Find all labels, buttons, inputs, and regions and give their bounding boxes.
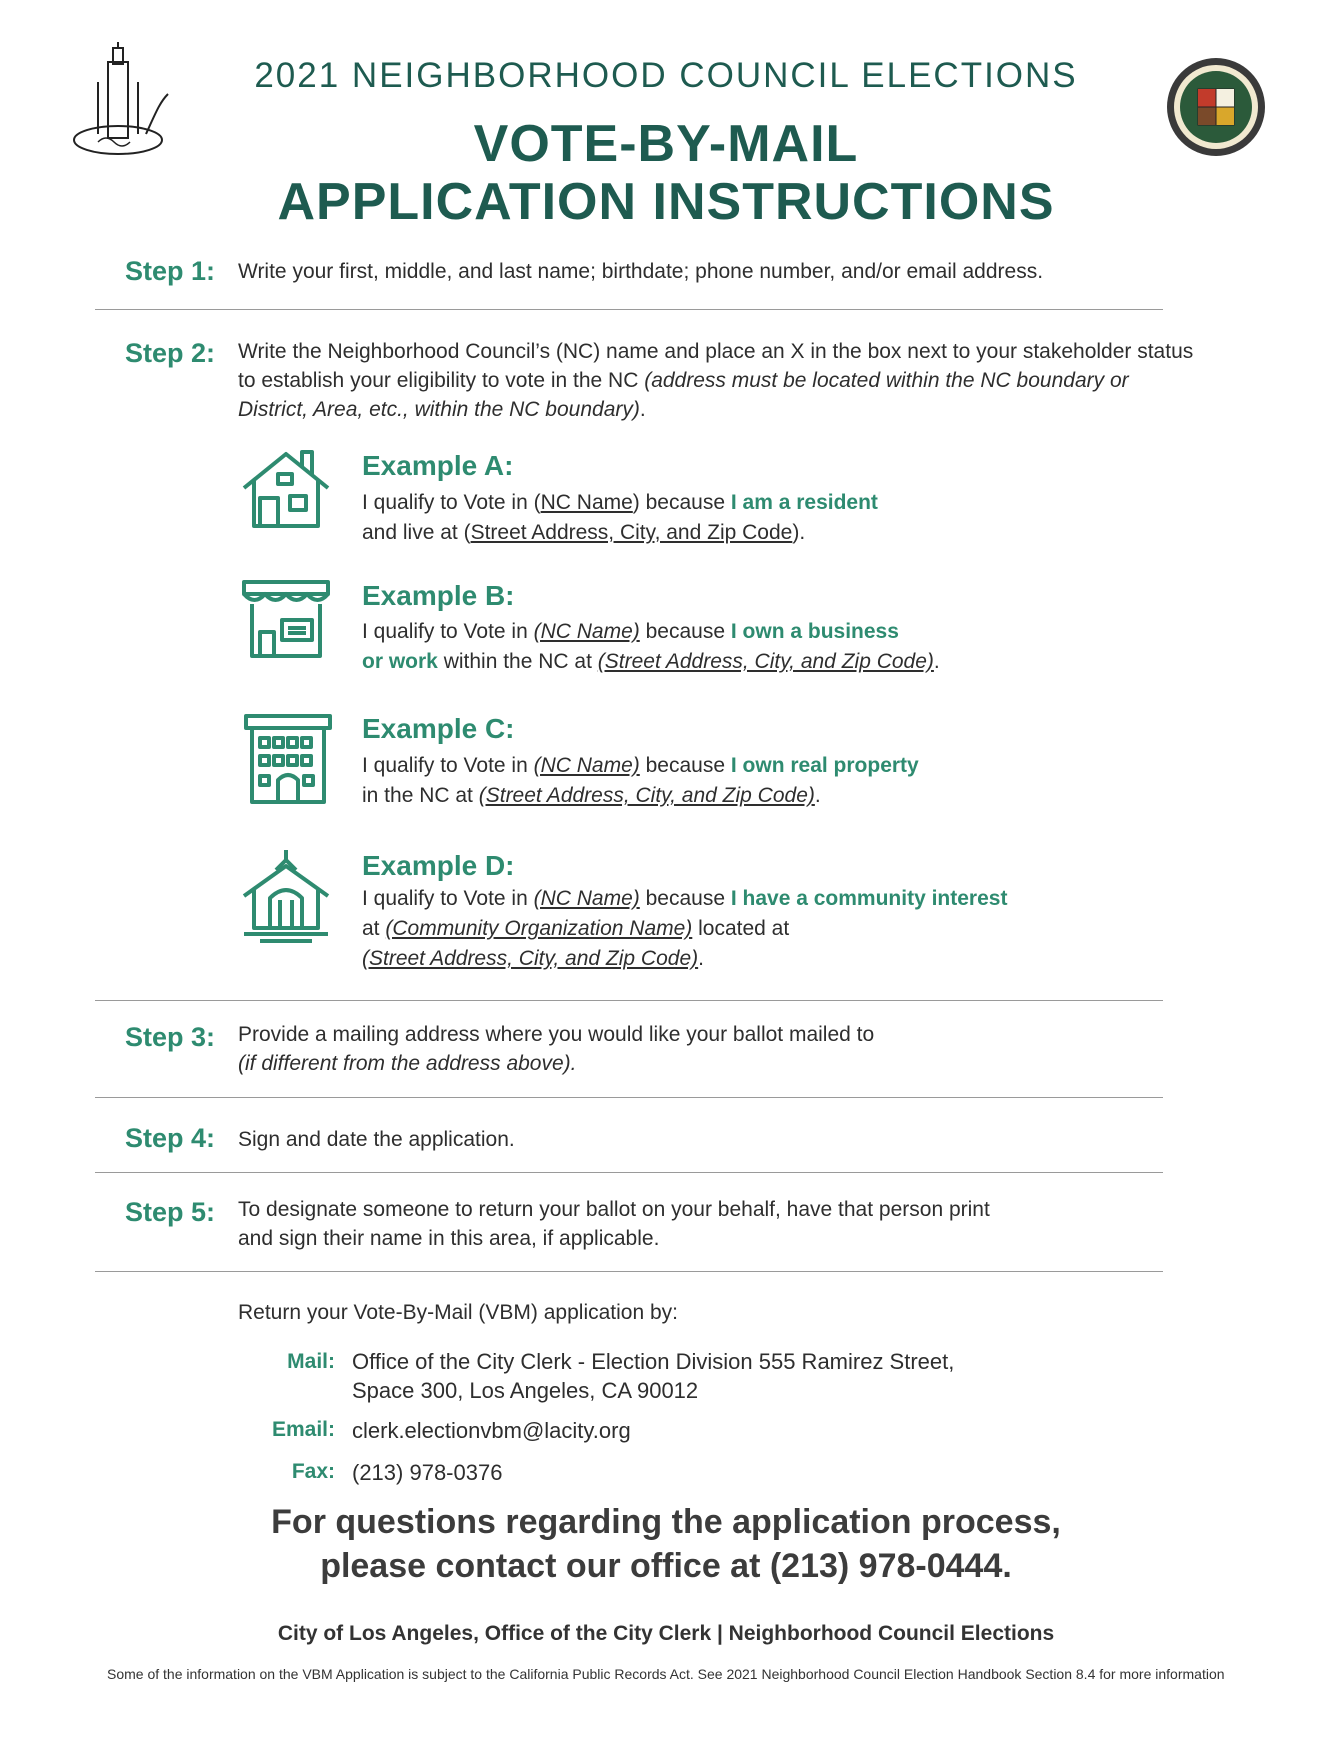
example-c-title: Example C: <box>362 713 515 744</box>
email-label: Email: <box>271 1418 335 1441</box>
step-1-text: Write your first, middle, and last name; birthdate; phone number, and/or email address. <box>238 260 1044 283</box>
step-5-text: To designate someone to return your ballot on your behalf, have that person print and sign their name in this area, if applicable. <box>238 1198 990 1250</box>
example-a-text: I qualify to Vote in (NC Name) because I am a resident and live at (Street Address, City, and Zip Code). <box>362 491 878 544</box>
disclaimer: Some of the information on the VBM Application is subject to the California Public Records Act. See 2021 Neighborhood Council Election Handbook Section 8.4 for more information <box>107 1666 1225 1682</box>
contact-callout: For questions regarding the application process, please contact our office at (213) 978-0444. <box>271 1503 1061 1585</box>
divider <box>95 1172 1163 1173</box>
community-building-icon <box>240 848 332 949</box>
storefront-icon <box>240 578 332 665</box>
election-subtitle: 2021 NEIGHBORHOOD COUNCIL ELECTIONS <box>254 56 1078 95</box>
example-d-title: Example D: <box>362 850 515 881</box>
mail-label: Mail: <box>287 1350 335 1373</box>
example-b-text: I qualify to Vote in (NC Name) because I own a business or work within the NC at (Street Address, City, and Zip Code). <box>362 620 940 673</box>
fax-number: (213) 978-0376 <box>352 1460 503 1485</box>
step-3-label: Step 3: <box>124 1022 215 1052</box>
fax-label: Fax: <box>291 1460 335 1483</box>
step-4-label: Step 4: <box>124 1123 215 1153</box>
step-2-text: Write the Neighborhood Council’s (NC) name and place an X in the box next to your stakeholder status to establish your eligibility to vote in the NC (address must be located within the NC boundary or District, Area, etc., within the NC boundary). <box>238 340 1194 421</box>
house-icon <box>240 448 332 535</box>
divider <box>95 1271 1163 1272</box>
step-2-label: Step 2: <box>124 338 215 368</box>
step-4-text: Sign and date the application. <box>238 1128 515 1151</box>
divider <box>95 309 1163 310</box>
example-b-title: Example B: <box>362 580 515 611</box>
email-address[interactable]: clerk.electionvbm@lacity.org <box>352 1418 631 1443</box>
page-title-line-2: APPLICATION INSTRUCTIONS <box>277 173 1055 231</box>
example-a-title: Example A: <box>362 450 514 481</box>
step-3-text: Provide a mailing address where you would like your ballot mailed to (if different from the address above). <box>238 1023 875 1075</box>
mail-address: Office of the City Clerk - Election Division 555 Ramirez Street, Space 300, Los Angeles, CA 90012 <box>352 1349 955 1403</box>
page-title-line-1: VOTE-BY-MAIL <box>473 115 859 173</box>
example-d-text: I qualify to Vote in (NC Name) because I have a community interest at (Community Organization Name) located at (Street Address, City, and Zip Code). <box>362 887 1008 970</box>
apartment-building-icon <box>242 712 334 811</box>
step-1-label: Step 1: <box>124 256 215 286</box>
return-intro: Return your Vote-By-Mail (VBM) application by: <box>238 1301 679 1324</box>
divider <box>95 1097 1163 1098</box>
step-5-label: Step 5: <box>124 1197 215 1227</box>
footer-line: City of Los Angeles, Office of the City Clerk | Neighborhood Council Elections <box>277 1622 1055 1645</box>
divider <box>95 1000 1163 1001</box>
example-c-text: I qualify to Vote in (NC Name) because I own real property in the NC at (Street Address, City, and Zip Code). <box>362 754 919 807</box>
